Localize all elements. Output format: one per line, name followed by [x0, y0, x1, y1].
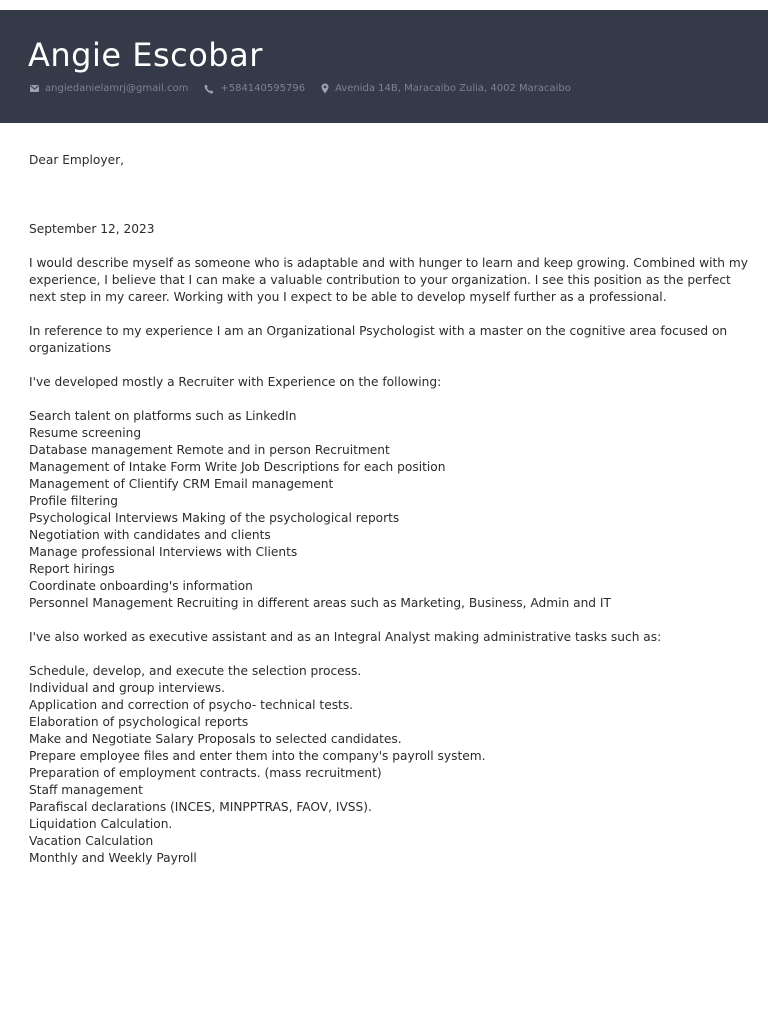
- letter-body: [29, 152, 751, 884]
- list-item: Schedule, develop, and execute the selection process.: [29, 664, 362, 678]
- paragraph-recruiter: I've developed mostly a Recruiter with Experience on the following:: [29, 375, 442, 389]
- list-item: Vacation Calculation: [29, 834, 154, 848]
- list-item: Resume screening: [29, 426, 142, 440]
- list-item: Make and Negotiate Salary Proposals to selected candidates.: [29, 732, 402, 746]
- letter-date: September 12, 2023: [29, 222, 155, 236]
- list-item: Management of Intake Form Write Job Descriptions for each position: [29, 460, 446, 474]
- list-item: Database management Remote and in person Recruitment: [29, 443, 390, 457]
- list-item: Personnel Management Recruiting in different areas such as Marketing, Business, Admin and IT: [29, 596, 611, 610]
- phone-icon: [204, 84, 214, 94]
- letter-header: [0, 10, 768, 123]
- list-item: Search talent on platforms such as LinkedIn: [29, 409, 297, 423]
- location-pin-icon: [321, 83, 329, 94]
- paragraph-assistant: I've also worked as executive assistant and as an Integral Analyst making administrative tasks such as:: [29, 630, 662, 644]
- envelope-icon: [30, 85, 39, 92]
- contact-address: [321, 83, 571, 94]
- assistant-tasks-list: [29, 663, 751, 867]
- list-item: Staff management: [29, 783, 143, 797]
- address-text: Avenida 14B, Maracaibo Zulia, 4002 Maracaibo: [335, 83, 571, 94]
- list-item: Parafiscal declarations (INCES, MINPPTRAS, FAOV, IVSS).: [29, 800, 372, 814]
- applicant-name: Angie Escobar: [28, 36, 263, 74]
- list-item: Application and correction of psycho- technical tests.: [29, 698, 354, 712]
- list-item: Individual and group interviews.: [29, 681, 225, 695]
- contact-phone: [204, 83, 305, 94]
- list-item: Preparation of employment contracts. (mass recruitment): [29, 766, 382, 780]
- list-item: Liquidation Calculation.: [29, 817, 173, 831]
- phone-text[interactable]: +584140595796: [220, 83, 306, 94]
- contact-email: [30, 83, 188, 94]
- list-item: Prepare employee files and enter them into the company's payroll system.: [29, 749, 486, 763]
- list-item: Elaboration of psychological reports: [29, 715, 249, 729]
- email-text[interactable]: angiedanielamrj@gmail.com: [45, 83, 189, 94]
- list-item: Report hirings: [29, 562, 115, 576]
- contact-info: [30, 83, 587, 94]
- paragraph-intro: I would describe myself as someone who is adaptable and with hunger to learn and keep growing. Combined with my experience, I believe that I can make a valuable contribution to your organization. I see this position as the perfect next step in my career. Working with you I expect to be able to develop myself further as a professional.: [29, 256, 748, 304]
- recruiter-skills-list: [29, 408, 751, 612]
- paragraph-experience: In reference to my experience I am an Organizational Psychologist with a master on the cognitive area focused on organizations: [29, 324, 728, 355]
- greeting: Dear Employer,: [29, 153, 124, 167]
- list-item: Monthly and Weekly Payroll: [29, 851, 197, 865]
- list-item: Manage professional Interviews with Clients: [29, 545, 298, 559]
- list-item: Coordinate onboarding's information: [29, 579, 253, 593]
- list-item: Psychological Interviews Making of the psychological reports: [29, 511, 400, 525]
- list-item: Negotiation with candidates and clients: [29, 528, 271, 542]
- list-item: Management of Clientify CRM Email management: [29, 477, 334, 491]
- list-item: Profile filtering: [29, 494, 118, 508]
